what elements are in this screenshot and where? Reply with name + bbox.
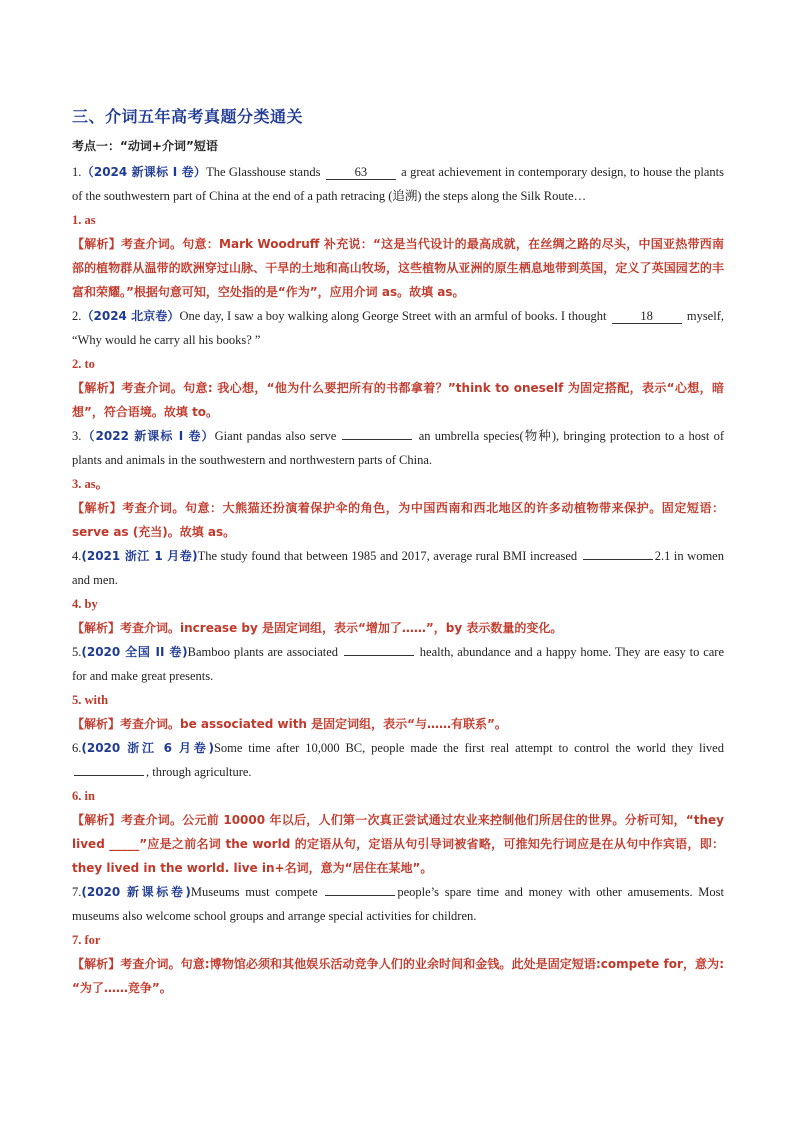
question-text [72, 880, 724, 928]
question-after-blank: a great achievement in contemporary design, to house the plants of the southwestern part of China at the end of a path retracing (追溯) the steps along the Silk Route… [72, 165, 724, 203]
question-after-blank: myself, “Why would he carry all his books? ” [72, 309, 724, 347]
explanation-text: 【解析】考查介词。be associated with 是固定词组，表示“与……有联系”。 [72, 717, 507, 731]
explanation-text: 【解析】考查介词。句意：大熊猫还扮演着保护伞的角色，为中国西南和西北地区的许多动植物带来保护。固定短语：serve as (充当)。故填 as。 [72, 501, 724, 539]
question-text [72, 736, 724, 784]
question-text [72, 160, 724, 208]
question-after-blank: , through agriculture. [146, 765, 252, 779]
explanation-text: 【解析】考查介词。句意:博物馆必须和其他娱乐活动竞争人们的业余时间和金钱。此处是固定短语:compete for，意为: “为了……竞争”。 [72, 957, 724, 995]
answer-blank: 18 [612, 309, 682, 324]
question-source: （2022 新课标 I 卷） [81, 429, 215, 443]
question-number: 5. [72, 645, 82, 659]
question-number: 4. [72, 549, 82, 563]
explanation-text: 【解析】考查介词。公元前 10000 年以后，人们第一次真正尝试通过农业来控制他们所居住的世界。分析可知，“they lived _____”应是之前名词 the world 的定语从句，定语从句引导词被省略，可推知先行词应是在从句中作宾语，即：they lived in the world. live in+名词，意为“居住在某地”。 [72, 813, 724, 875]
question-after-blank: 2.1 in women and men. [72, 549, 724, 587]
answer-blank [74, 775, 144, 776]
question-before-blank: Bamboo plants are associated [187, 645, 342, 659]
question-before-blank: Museums must compete [190, 885, 324, 899]
explanation-text: 【解析】考查介词。句意：Mark Woodruff 补充说：“这是当代设计的最高成就，在丝绸之路的尽头，中国亚热带西南部的植物群从温带的欧洲穿过山脉、干旱的土地和高山牧场，这些植物从亚洲的原生栖息地带到英国，定义了英国园艺的丰富和荣耀。”根据句意可知，空处指的是“作为”，应用介词 as。故填 as。 [72, 237, 724, 299]
question-source: (2021 浙江 1 月卷) [81, 549, 198, 563]
question-list [72, 160, 724, 1000]
question-source: (2020 浙江 6 月卷) [81, 741, 214, 755]
question-source: （2024 北京卷） [81, 309, 180, 323]
question-text [72, 544, 724, 592]
topic-heading: 考点一：“动词+介词”短语 [72, 139, 218, 153]
question-before-blank: One day, I saw a boy walking along George Street with an armful of books. I thought [179, 309, 610, 323]
answer-blank [344, 655, 414, 656]
question-number: 2. [72, 309, 82, 323]
answer-blank [583, 559, 653, 560]
explanation-text: 【解析】考查介词。increase by 是固定词组，表示“增加了……”，by 表示数量的变化。 [72, 621, 563, 635]
question-after-blank: an umbrella species(物种), bringing protection to a host of plants and animals in the southwestern and northwestern parts of China. [72, 429, 724, 467]
answer-line: 3. as。 [72, 477, 109, 491]
question-before-blank: The study found that between 1985 and 2017, average rural BMI increased [197, 549, 581, 563]
question-source: (2020 新课标卷) [81, 885, 191, 899]
document-page [72, 104, 724, 1000]
answer-line: 5. with [72, 693, 109, 707]
question-before-blank: Giant pandas also serve [214, 429, 341, 443]
question-source: （2024 新课标 I 卷） [81, 165, 207, 179]
question-text [72, 640, 724, 688]
question-after-blank: health, abundance and a happy home. They are easy to care for and make great presents. [72, 645, 724, 683]
question-number: 3. [72, 429, 82, 443]
answer-line: 1. as [72, 213, 96, 227]
answer-line: 4. by [72, 597, 98, 611]
explanation-text: 【解析】考查介词。句意: 我心想，“他为什么要把所有的书都拿着？”think to oneself 为固定搭配，表示“心想，暗想”，符合语境。故填 to。 [72, 381, 724, 419]
question-number: 6. [72, 741, 82, 755]
answer-blank [342, 439, 412, 440]
question-number: 1. [72, 165, 82, 179]
question-text [72, 304, 724, 352]
question-number: 7. [72, 885, 82, 899]
question-text [72, 424, 724, 472]
question-after-blank: people’s spare time and money with other amusements. Most museums also welcome school groups and arrange special activities for children. [72, 885, 725, 923]
answer-blank: 63 [326, 165, 396, 180]
question-before-blank: Some time after 10,000 BC, people made the first real attempt to control the world they lived [213, 741, 724, 755]
answer-line: 6. in [72, 789, 95, 803]
section-title: 三、介词五年高考真题分类通关 [72, 107, 304, 126]
answer-blank [325, 895, 395, 896]
question-before-blank: The Glasshouse stands [206, 165, 324, 179]
answer-line: 7. for [72, 933, 101, 947]
answer-line: 2. to [72, 357, 95, 371]
question-source: (2020 全国 II 卷) [81, 645, 188, 659]
